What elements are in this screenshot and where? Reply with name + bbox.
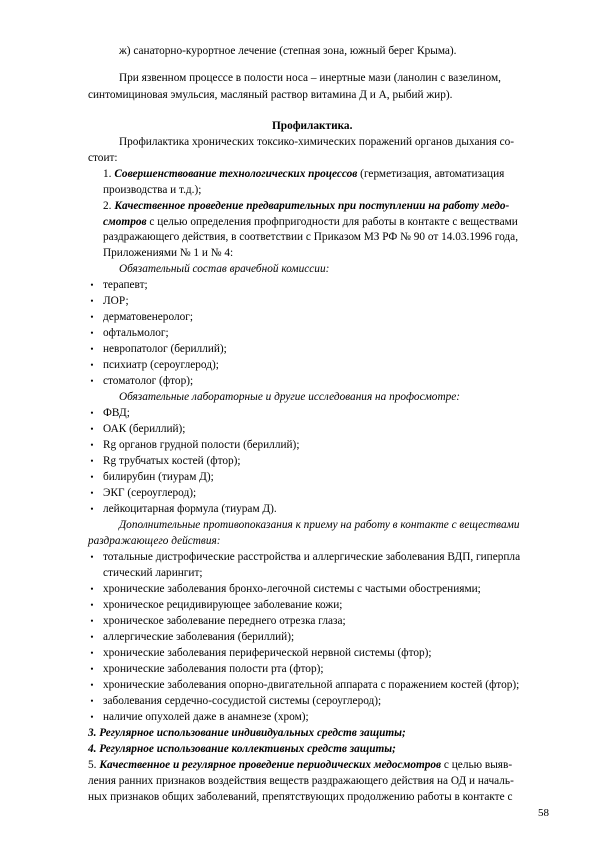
list-item: заболевания сердечно-сосудистой системы (сероуглерод); xyxy=(103,695,382,707)
numbered-item-4: 4. Регулярное использование коллективных средств защиты; xyxy=(88,743,396,755)
list-item: ФВД; xyxy=(103,407,130,419)
item-bold-text: Качественное и регулярное проведение периодических медосмотров xyxy=(99,759,442,771)
subheading-contra-cont: раздражающего действия: xyxy=(88,535,221,547)
bullet-icon: • xyxy=(90,440,94,450)
lead-line: Профилактика хронических токсико-химических поражений органов дыхания со- xyxy=(119,136,515,148)
list-item: хронические заболевания бронхо-легочной системы с частыми обострениями; xyxy=(103,583,481,595)
bullet-icon: • xyxy=(90,328,94,338)
bullet-icon: • xyxy=(90,552,94,562)
list-item-cont: стический ларингит; xyxy=(103,567,203,579)
bullet-icon: • xyxy=(90,280,94,290)
bullet-icon: • xyxy=(90,456,94,466)
list-item: офтальмолог; xyxy=(103,327,169,339)
bullet-icon: • xyxy=(90,376,94,386)
bullet-icon: • xyxy=(90,584,94,594)
list-item: стоматолог (фтор); xyxy=(103,375,194,387)
list-item: лейкоцитарная формула (тиурам Д). xyxy=(103,503,277,515)
intro-line: ж) санаторно-курортное лечение (степная зона, южный берег Крыма). xyxy=(119,45,457,57)
list-item: билирубин (тиурам Д); xyxy=(103,471,214,483)
item-bold-text: Совершенствование технологических процессов xyxy=(114,168,358,180)
list-item: ОАК (бериллий); xyxy=(103,423,186,435)
numbered-item-3: 3. Регулярное использование индивидуальных средств защиты; xyxy=(88,727,406,739)
bullet-icon: • xyxy=(90,296,94,306)
bullet-icon: • xyxy=(90,360,94,370)
numbered-item-2-cont: раздражающего действия, в соответствии с Приказом МЗ РФ № 90 от 14.03.1996 года, xyxy=(103,231,519,243)
list-item: хронические заболевания периферической нервной системы (фтор); xyxy=(103,647,432,659)
subheading-commission: Обязательный состав врачебной комиссии: xyxy=(119,263,330,275)
bullet-icon: • xyxy=(90,488,94,498)
bullet-icon: • xyxy=(90,424,94,434)
list-item: ЛОР; xyxy=(103,295,129,307)
intro-line: синтомициновая эмульсия, масляный раствор витамина Д и А, рыбий жир). xyxy=(88,89,453,101)
list-item: хроническое рецидивирующее заболевание кожи; xyxy=(103,599,343,611)
numbered-item-5-cont: ных признаков общих заболеваний, препятствующих продолжению работы в контакте с xyxy=(88,791,513,803)
section-title: Профилактика. xyxy=(272,120,353,132)
bullet-icon: • xyxy=(90,696,94,706)
item-text: с целью выяв- xyxy=(441,759,513,771)
bullet-icon: • xyxy=(90,712,94,722)
bullet-icon: • xyxy=(90,408,94,418)
item-bold-text: смотров xyxy=(103,216,147,228)
list-item: Rg органов грудной полости (бериллий); xyxy=(103,439,300,451)
subheading-contra: Дополнительные противопоказания к приему на работу в контакте с веществами xyxy=(119,519,520,531)
list-item: дерматовенеролог; xyxy=(103,311,194,323)
numbered-item-2-cont: Приложениями № 1 и № 4: xyxy=(103,247,234,259)
list-item: хроническое заболевание переднего отрезка глаза; xyxy=(103,615,346,627)
list-item: хронические заболевания полости рта (фтор); xyxy=(103,663,324,675)
bullet-icon: • xyxy=(90,344,94,354)
item-number: 5. xyxy=(88,759,97,771)
list-item: ЭКГ (сероуглерод); xyxy=(103,487,197,499)
list-item: аллергические заболевания (бериллий); xyxy=(103,631,295,643)
item-number: 2. xyxy=(103,200,112,212)
intro-line: При язвенном процессе в полости носа – инертные мази (ланолин с вазелином, xyxy=(119,72,501,84)
list-item: невропатолог (бериллий); xyxy=(103,343,227,355)
page-number: 58 xyxy=(538,807,549,819)
item-text: (герметизация, автоматизация xyxy=(357,168,505,180)
item-bold-text: Качественное проведение предварительных при поступлении на работу медо- xyxy=(114,200,510,212)
numbered-item-5-cont: ления ранних признаков воздействия веществ раздражающего действия на ОД и началь- xyxy=(88,775,514,787)
bullet-icon: • xyxy=(90,648,94,658)
list-item: хронические заболевания опорно-двигательной аппарата с поражением костей (фтор); xyxy=(103,679,520,691)
list-item: наличие опухолей даже в анамнезе (хром); xyxy=(103,711,309,723)
subheading-lab: Обязательные лабораторные и другие исследования на профосмотре: xyxy=(119,391,461,403)
numbered-item-1-cont: производства и т.д.); xyxy=(103,184,202,196)
numbered-item-2 xyxy=(103,199,509,214)
numbered-item-2-cont xyxy=(103,215,518,230)
bullet-icon: • xyxy=(90,504,94,514)
list-item: терапевт; xyxy=(103,279,148,291)
bullet-icon: • xyxy=(90,600,94,610)
lead-line: стоит: xyxy=(88,152,118,164)
bullet-icon: • xyxy=(90,632,94,642)
bullet-icon: • xyxy=(90,664,94,674)
numbered-item-5 xyxy=(88,758,512,773)
list-item: тотальные дистрофические расстройства и аллергические заболевания ВДП, гиперпла xyxy=(103,551,521,563)
item-text: с целью определения профпригодности для работы в контакте с веществами xyxy=(146,216,518,228)
bullet-icon: • xyxy=(90,680,94,690)
list-item: психиатр (сероуглерод); xyxy=(103,359,219,371)
bullet-icon: • xyxy=(90,312,94,322)
item-number: 1. xyxy=(103,168,112,180)
list-item: Rg трубчатых костей (фтор); xyxy=(103,455,241,467)
bullet-icon: • xyxy=(90,616,94,626)
numbered-item-1 xyxy=(103,167,504,182)
bullet-icon: • xyxy=(90,472,94,482)
